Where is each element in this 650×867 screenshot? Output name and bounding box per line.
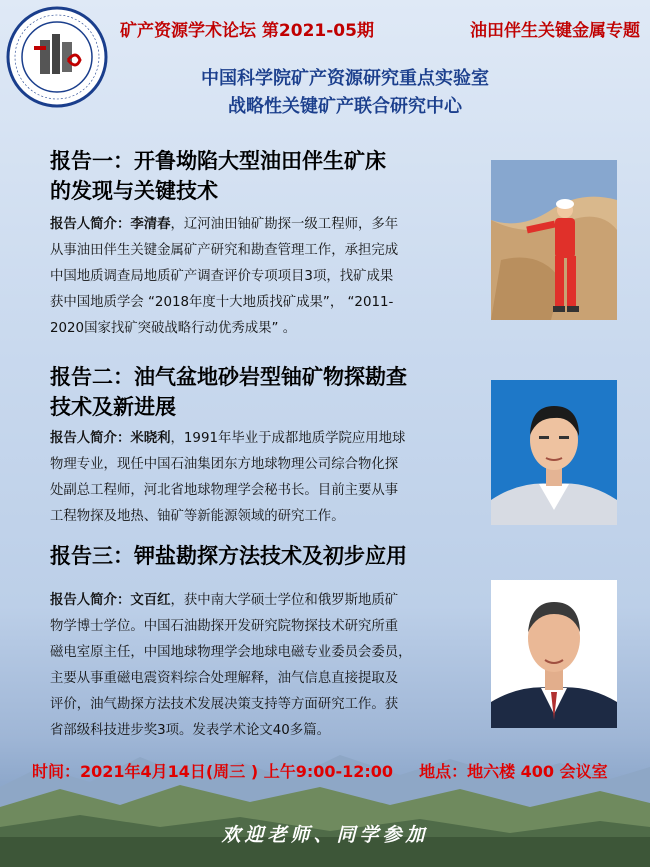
bio-line: ，1991年毕业于成都地质学院应用地球 [170,431,406,446]
report-2-bio [50,426,490,530]
report-3-title [50,541,490,571]
report-1-title-line-1: 报告一：开鲁坳陷大型油田伴生矿床 [50,149,386,173]
bio-label: 报告人简介： [50,593,131,608]
speaker-name: 米晓利 [130,431,171,446]
forum-header [120,16,640,41]
institution-line-1: 中国科学院矿产资源研究重点实验室 [201,68,489,89]
speaker-name: 李清春 [130,217,171,232]
report-2-title-line-2: 技术及新进展 [50,395,176,419]
forum-series: 矿产资源学术论坛 第2021-05期 [120,21,374,41]
speaker-2-photo [491,380,617,525]
report-2-title-line-1: 报告二：油气盆地砂岩型铀矿物探勘查 [50,365,407,389]
bio-line: ，辽河油田铀矿勘探一级工程师，多年 [170,217,399,232]
schedule-time: 时间：2021年4月14日(周三 ) 上午9:00-12:00 [32,762,394,781]
schedule-info [32,759,632,782]
bio-line: 中国地质调查局地质矿产调查评价专项项目3项，找矿成果 [50,269,394,284]
bio-line: 物理专业，现任中国石油集团东方地球物理公司综合物化探 [50,457,399,472]
welcome-message: 欢迎老师、同学参加 [221,824,429,846]
schedule-place: 地点：地六楼 400 会议室 [419,762,608,781]
bio-line: 主要从事重磁电震资料综合处理解释，油气信息直接提取及 [50,671,399,686]
bio-line: 2020国家找矿突破战略行动优秀成果” 。 [50,321,297,336]
report-1-bio [50,212,490,342]
bio-label: 报告人简介： [50,217,131,232]
speaker-name: 文百红 [130,593,171,608]
bio-line: 磁电室原主任，中国地球物理学会地球电磁专业委员会委员， [50,645,412,660]
bio-line: 获中国地质学会 “2018年度十大地质找矿成果”， “2011- [50,295,394,310]
report-1-title-line-2: 的发现与关键技术 [50,179,218,203]
bio-line: 省部级科技进步奖3项。发表学术论文40多篇。 [50,723,330,738]
bio-label: 报告人简介： [50,431,131,446]
report-1-title [50,146,490,206]
speaker-1-photo [491,160,617,320]
forum-topic: 油田伴生关键金属专题 [470,21,640,41]
bio-line: ，获中南大学硕士学位和俄罗斯地质矿 [170,593,399,608]
bio-line: 从事油田伴生关键金属矿产研究和勘查管理工作，承担完成 [50,243,399,258]
institution-line-2: 战略性关键矿产联合研究中心 [228,96,462,117]
report-3-title-line-1: 报告三：钾盐勘探方法技术及初步应用 [50,544,407,568]
bio-line: 处副总工程师，河北省地球物理学会秘书长。目前主要从事 [50,483,399,498]
report-2-title [50,362,490,422]
report-3-bio [50,588,495,744]
bio-line: 物学博士学位。中国石油勘探开发研究院物探技术研究所重 [50,619,399,634]
bio-line: 工程物探及地热、铀矿等新能源领域的研究工作。 [50,509,345,524]
bio-line: 评价，油气勘探方法技术发展决策支持等方面研究工作。获 [50,697,399,712]
speaker-3-photo [491,580,617,728]
institution-logo [6,6,108,108]
